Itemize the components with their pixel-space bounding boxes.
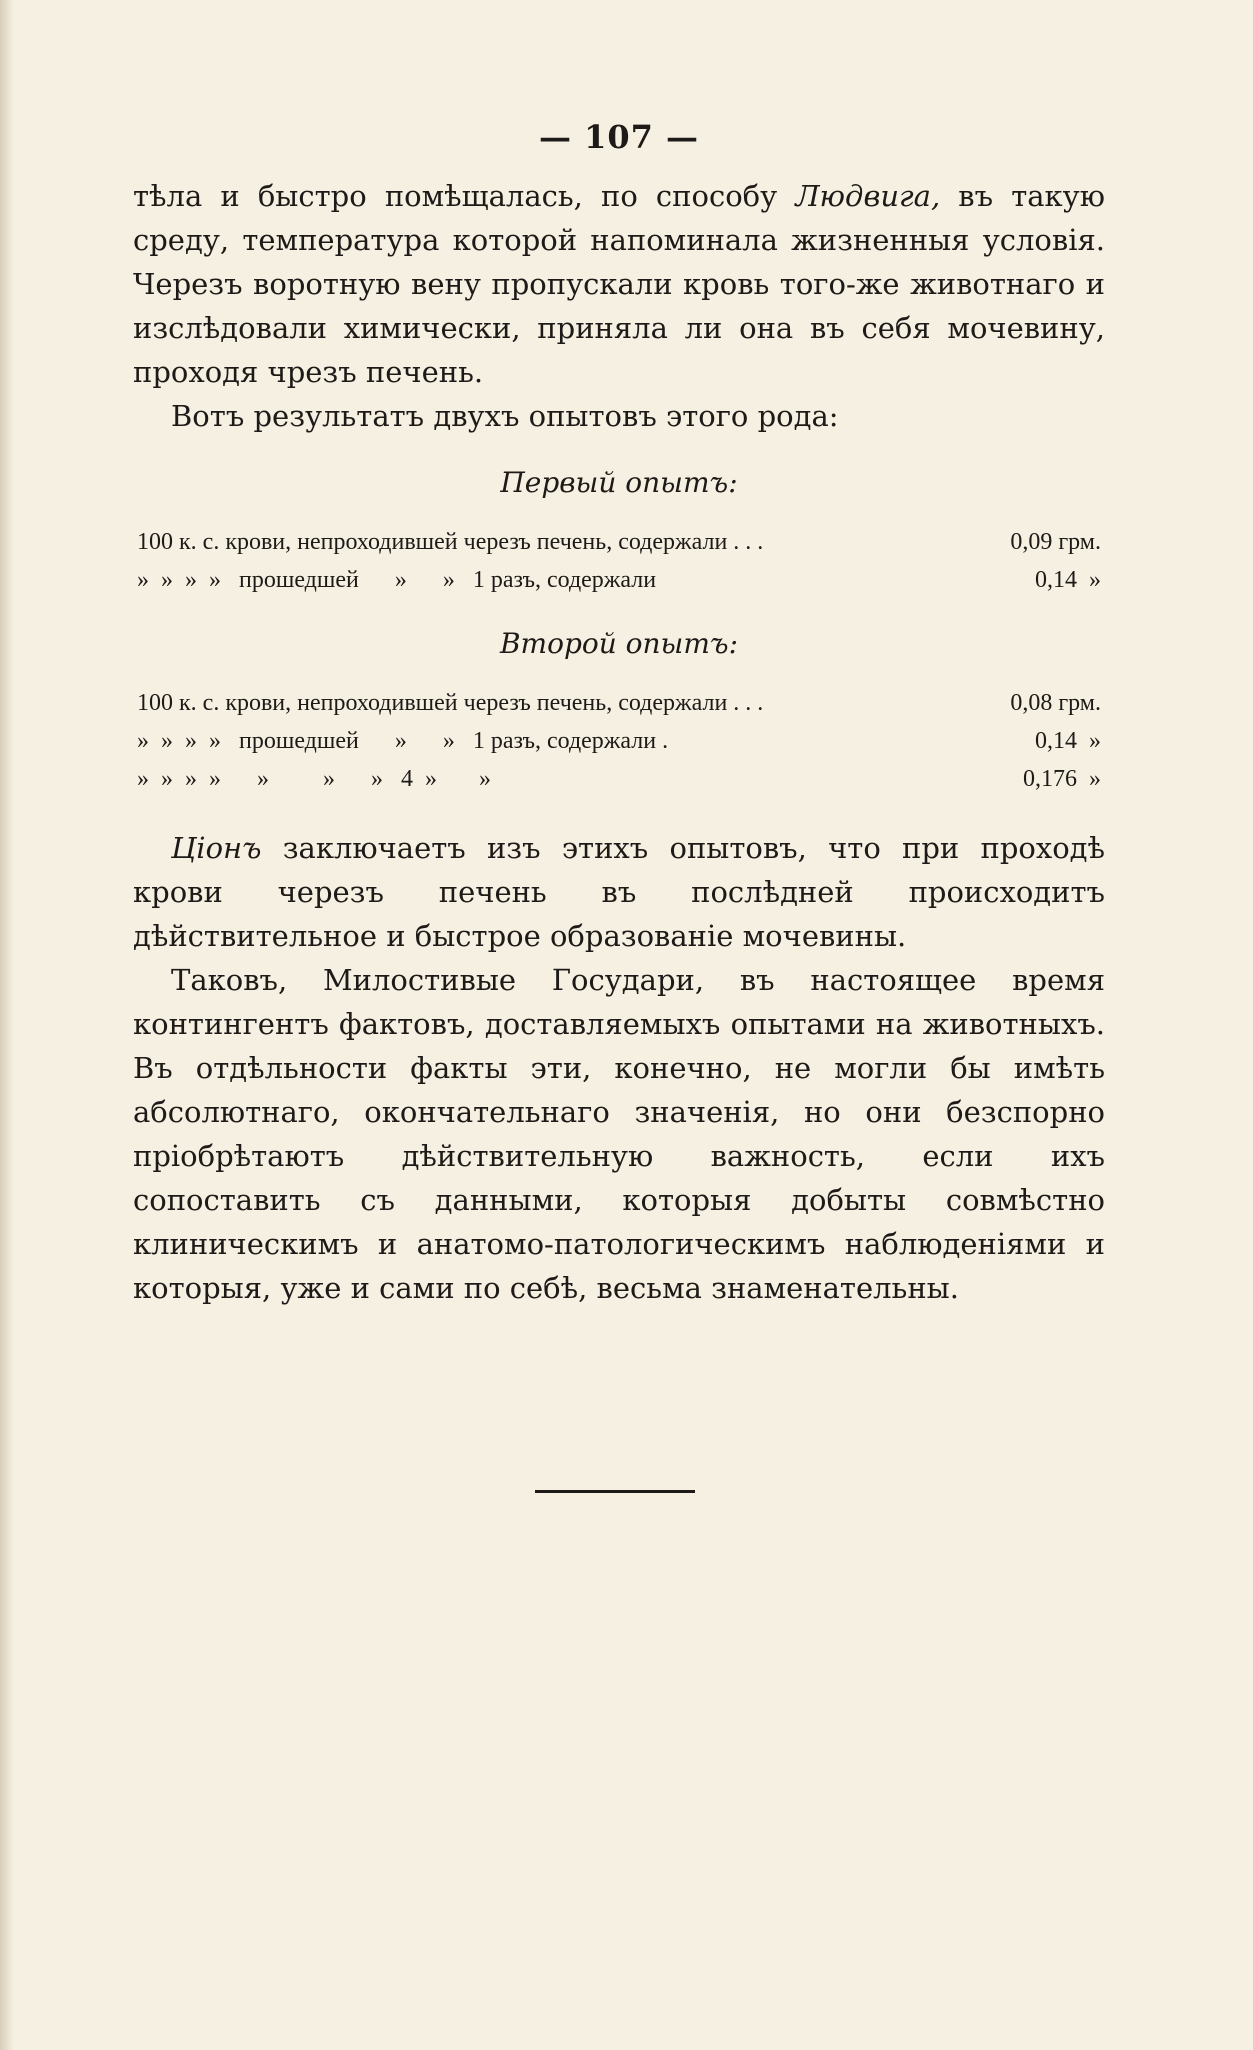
experiment-1-row-2-value: 0,14 » xyxy=(1035,566,1101,593)
experiment-1-table xyxy=(133,523,1105,599)
experiment-1-row-2-text: » » » » прошедшей » » 1 разъ, содержали xyxy=(137,566,657,593)
experiment-2-title: Второй опытъ: xyxy=(499,627,739,660)
experiment-2-row-1-text: 100 к. с. крови, непроходившей черезъ печень, содержали . . . xyxy=(137,689,764,716)
paragraph-3 xyxy=(133,826,1105,958)
table-row xyxy=(133,561,1105,599)
experiment-2-row-2-value: 0,14 » xyxy=(1035,727,1101,754)
paragraph-1-start: тѣла и быстро помѣщалась, по способу xyxy=(133,179,796,213)
page-number: — 107 — xyxy=(538,118,700,156)
experiment-1-row-1-text: 100 к. с. крови, непроходившей черезъ печень, содержали . . . xyxy=(137,528,764,555)
paragraph-4: Таковъ, Милостивые Государи, въ настоящее время контингентъ фактовъ, доставляемыхъ опытами на животныхъ. Въ отдѣльности факты эти, конечно, не могли бы имѣть абсолютнаго, окончательнаго значенія, но они безспорно пріобрѣтаютъ дѣйствительную важность, если ихъ сопоставить съ данными, которыя добыты совмѣстно клиническимъ и анатомо-патологическимъ наблюденіями и которыя, уже и сами по себѣ, весьма знаменательны. xyxy=(133,963,1105,1305)
experiment-2-row-2-text: » » » » прошедшей » » 1 разъ, содержали . xyxy=(137,727,669,754)
page-content xyxy=(133,118,1105,1310)
paragraph-3-rest: заключаетъ изъ этихъ опытовъ, что при проходѣ крови черезъ печень въ послѣдней происходитъ дѣйствительное и быстрое образованіе мочевины. xyxy=(133,831,1105,953)
table-row xyxy=(133,684,1105,722)
author-name-ludwig: Людвига, xyxy=(795,179,941,213)
experiment-2-row-1-value: 0,08 грм. xyxy=(1010,689,1101,716)
paragraph-1 xyxy=(133,174,1105,394)
table-row xyxy=(133,722,1105,760)
author-name-cyon: Ціонъ xyxy=(171,831,262,865)
page-edge xyxy=(0,0,14,2050)
experiment-1-row-1-value: 0,09 грм. xyxy=(1010,528,1101,555)
experiment-2-table xyxy=(133,684,1105,798)
table-row xyxy=(133,760,1105,798)
table-row xyxy=(133,523,1105,561)
experiment-2-row-3-text: » » » » » » » 4 » » xyxy=(137,765,491,792)
end-rule xyxy=(535,1490,695,1493)
paragraph-1-rest: въ такую среду, температура которой напоминала жизненныя условія. Черезъ воротную вену пропускали кровь того-же животнаго и изслѣдовали химически, приняла ли она въ себя мочевину, проходя чрезъ печень. xyxy=(133,179,1105,389)
paragraph-2: Вотъ результатъ двухъ опытовъ этого рода: xyxy=(171,399,839,433)
experiment-2-row-3-value: 0,176 » xyxy=(1023,765,1101,792)
experiment-1-title: Первый опытъ: xyxy=(500,466,738,499)
